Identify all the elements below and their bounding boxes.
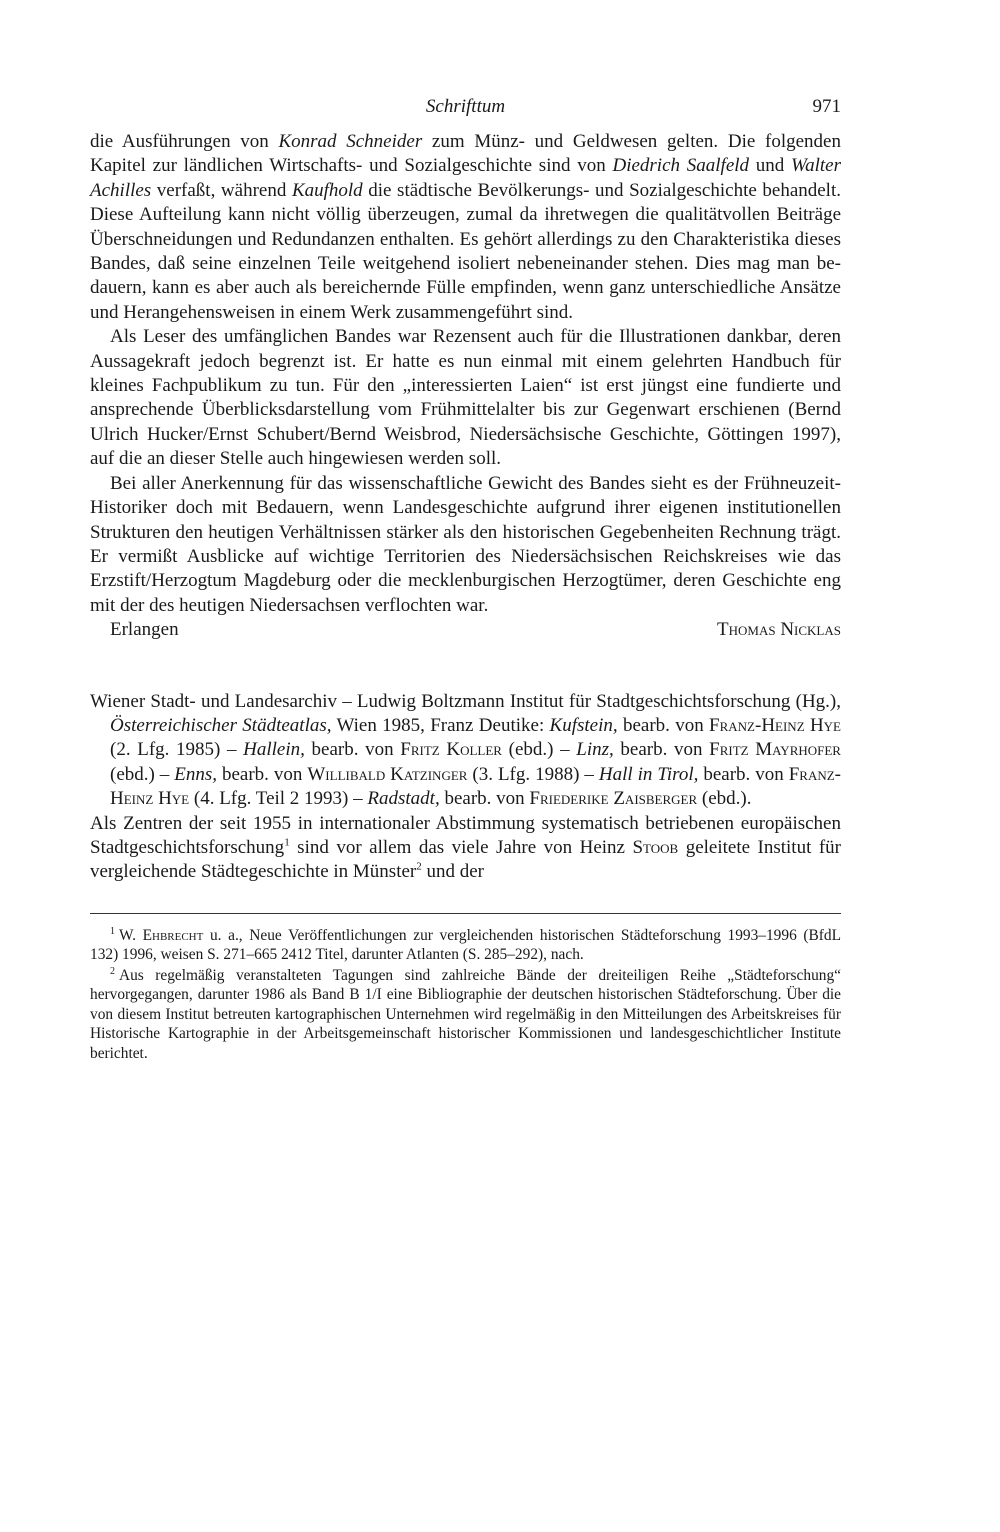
text-run: und der (421, 861, 485, 883)
review-continuation (90, 130, 841, 618)
text-run: bearb. von (617, 714, 710, 736)
text-run: u. a., Neue Veröffentlichungen zur vergleichenden historischen Städteforschung 1993–1996 (BfdL 132) 1996, weisen S. 271–665 2412 Titel, darunter Atlanten (S. 285–292), nach. (90, 926, 842, 964)
footnote-ref-2: 2 (416, 861, 422, 874)
text-run: und (749, 155, 792, 177)
author-name: Konrad Schneider (278, 131, 423, 152)
text-run: Wien 1985, Franz Deutike: (331, 714, 550, 736)
text-run: (2. Lfg. 1985) – (110, 739, 244, 761)
text-run: (ebd.) – (110, 763, 175, 785)
author-name: Diedrich Saalfeld (612, 155, 750, 177)
editor-name: Willibald Katzinger (307, 763, 468, 785)
text-run: (ebd.). (697, 788, 752, 810)
signature-place: Erlangen (110, 619, 179, 641)
editor-name: Franz-Heinz Hye (709, 714, 841, 736)
text-run: (ebd.) – (501, 739, 577, 761)
paragraph-1 (90, 130, 841, 325)
place-title: Linz, (576, 739, 614, 761)
author-name: Ehbrecht (142, 926, 204, 944)
review-body-paragraph (90, 812, 841, 885)
place-title: Enns, (174, 763, 218, 785)
place-title: Kufstein, (549, 714, 618, 736)
footnote-1 (90, 926, 841, 965)
footnote-2 (90, 966, 841, 1064)
author-name: Kaufhold (291, 179, 363, 201)
review-signature (90, 618, 841, 642)
page-number: 971 (812, 96, 841, 117)
document-page (90, 96, 841, 1064)
editor-name: Fritz Koller (400, 739, 502, 761)
footnote-divider (90, 913, 841, 914)
book-title: Österreichischer Städteatlas, (110, 714, 332, 736)
text-run: die Ausführungen von (90, 131, 279, 152)
text-run: (3. Lfg. 1988) – (467, 763, 599, 785)
text-run: (4. Lfg. Teil 2 1993) – (189, 788, 368, 810)
text-run: Als Zentren der seit 1955 in internationaler Abstimmung systematisch betriebenen europäischen Stadtgeschichtsforschung (90, 812, 841, 858)
text-run: W. (119, 926, 143, 944)
running-head-title: Schrifttum (425, 96, 506, 117)
text-run: sind vor allem das viele Jahre von Heinz (289, 836, 633, 858)
footnotes (90, 926, 841, 1064)
footnote-mark: 1 (110, 925, 115, 937)
text-run: die städtische Bevölkerungs- und Sozialgeschichte behandelt. Diese Aufteilung kann nicht völlig überzeugen, zumal da ihretwegen die qualitätvollen Beiträge Überschneidungen und Redundanzen enthalten. Es gehört allerdings zu den Charakteristika dieses Bandes, daß seine einzelnen Teile weitgehend isoliert nebeneinander stehen. Dies mag man bedauern, kann es aber auch als bereichernde Fülle empfinden, wenn ganz unterschiedliche Ansätze und Herangehensweisen in einem Werk zusammengeführt sind. (90, 179, 841, 323)
place-title: Radstadt, (367, 788, 440, 810)
text-run: bearb. von (304, 739, 401, 761)
paragraph-3: Bei aller Anerkennung für das wissenschaftliche Gewicht des Bandes sieht es der Frühneuzeit-Historiker doch mit Bedauern, wenn Landesgeschichte aufgrund ihrer eigenen institutionellen Strukturen den heutigen Verhältnissen stärker als den historischen Gegebenheiten Rechnung trägt. Er vermißt Ausblicke auf wichtige Territorien des Niedersächsischen Reichskreises wie das Erzstift/Herzogtum Magdeburg oder die mecklenburgischen Herzogtümer, deren Geschichte eng mit der des heutigen Niedersachsen verflochten war. (90, 472, 841, 616)
text-run: bearb. von (217, 763, 308, 785)
place-title: Hall in Tirol, (598, 763, 699, 785)
editor-name: Fritz Mayrhofer (709, 739, 841, 761)
person-name: Stoob (632, 836, 679, 858)
signature-author: Thomas Nicklas (717, 619, 841, 641)
text-run: Aus regelmäßig veranstalteten Tagungen sind zahlreiche Bände der dreiteiligen Reihe „Städteforschung“ hervorgegangen, darunter 1986 als Band B 1/I eine Bibliographie der deutschen historischen Städteforschung. Über die von diesem Institut betreuten kartographischen Unternehmen wird regelmäßig in den Mitteilungen des Arbeitskreises für Historische Kartographie in der Arbeitsgemeinschaft historischer Kommissionen und landesgeschichtlicher Institute berichtet. (90, 966, 841, 1062)
text-run: bearb. von (613, 739, 710, 761)
text-run: verfaßt, während (151, 179, 292, 201)
text-run: Wiener Stadt- und Landesarchiv – Ludwig Boltzmann Institut für Stadtgeschichtsforschung (Hg.), (90, 690, 841, 712)
text-run: bearb. von (439, 788, 530, 810)
place-title: Hallein, (243, 739, 305, 761)
text-run: bearb. von (698, 763, 789, 785)
bibliographic-heading (90, 690, 841, 812)
paragraph-2: Als Leser des umfänglichen Bandes war Rezensent auch für die Illustrationen dankbar, deren Aussagekraft jedoch begrenzt ist. Er hatte es nun einmal mit einem gelehrten Handbuch für kleines Fachpublikum zu tun. Für den „interessierten Laien“ ist erst jüngst eine fundierte und ansprechende Überblicksdarstellung vom Frühmittelalter bis zur Gegenwart erschienen (Bernd Ulrich Hucker/Ernst Schubert/Bernd Weisbrod, Niedersächsische Geschichte, Göttingen 1997), auf die an dieser Stelle auch hingewiesen werden soll. (90, 326, 841, 470)
footnote-ref-1: 1 (284, 836, 290, 849)
editor-name: Franz-Heinz Hye (110, 763, 841, 810)
text-run: geleitete Institut für vergleichende Städtegeschichte in Münster (90, 836, 841, 883)
running-head (90, 96, 841, 130)
footnote-mark: 2 (110, 965, 115, 977)
text-run: zum Münz- und Geldwesen gelten. Die folgenden Kapitel zur ländlichen Wirtschafts- und Sozialgeschichte sind von (90, 131, 841, 177)
author-name: Walter Achilles (90, 155, 841, 201)
editor-name: Friederike Zaisberger (529, 788, 698, 810)
